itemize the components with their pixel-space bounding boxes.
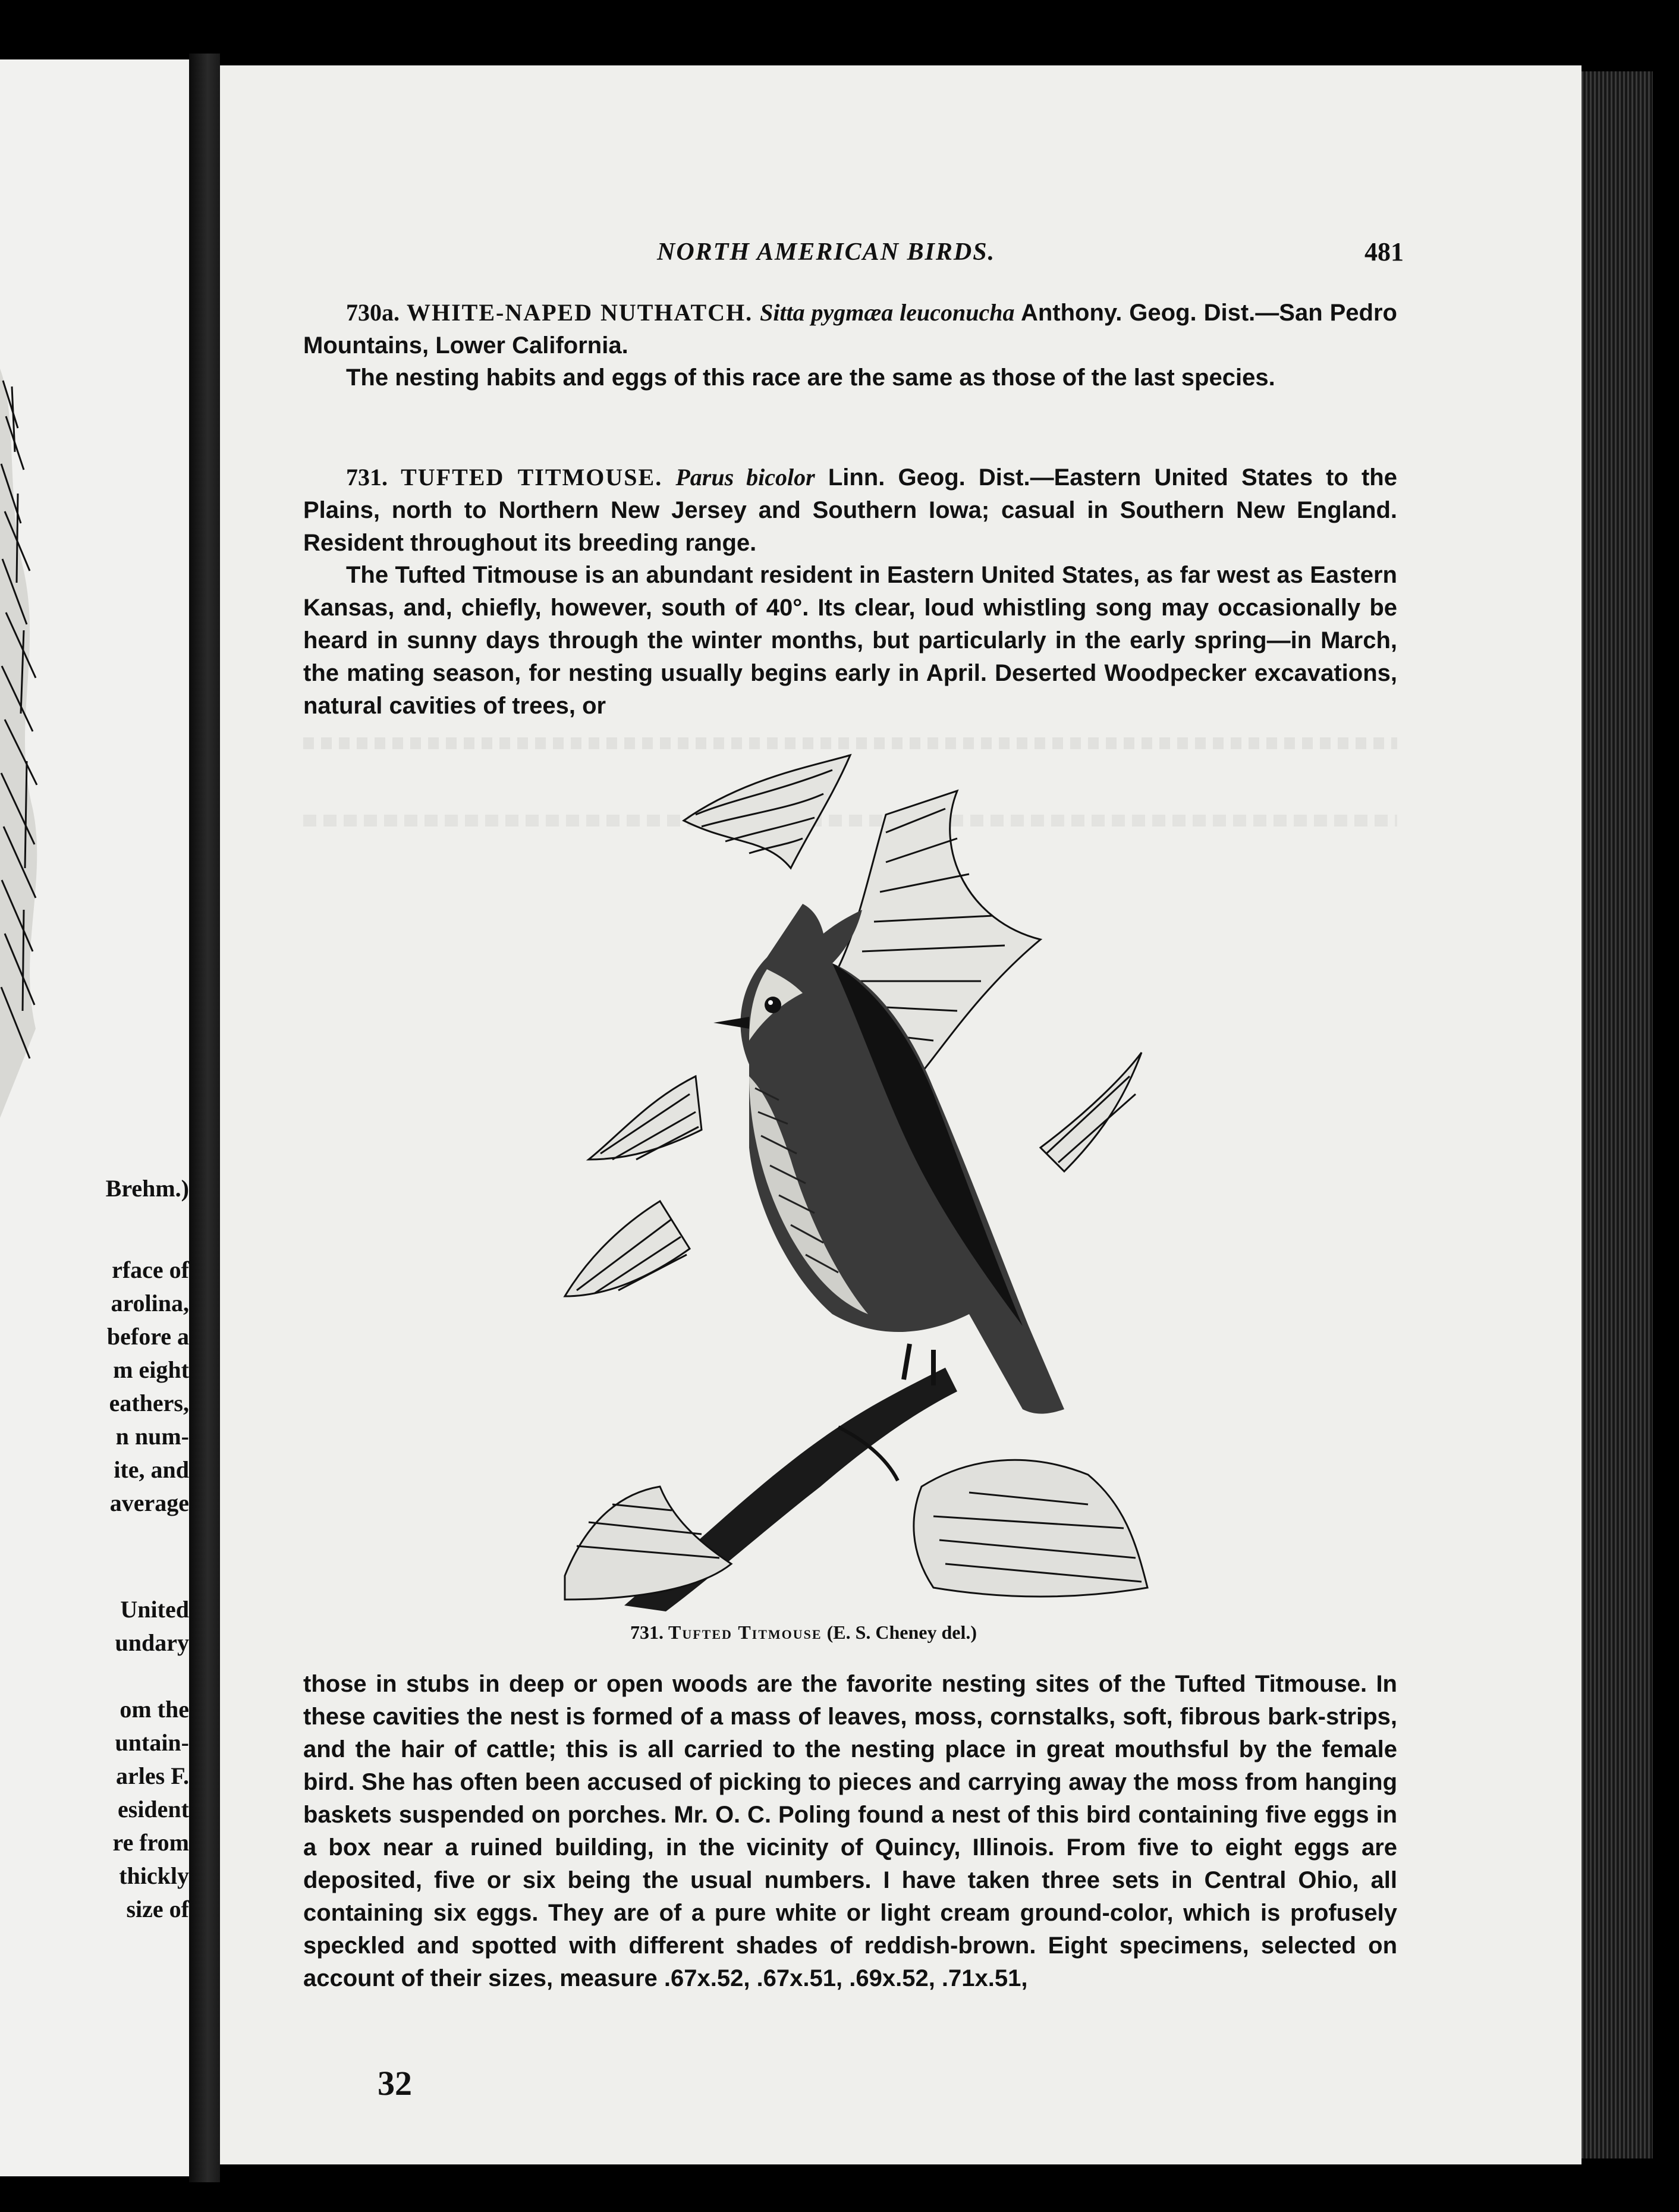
left-page-text-line: untain- [115,1729,189,1756]
left-page-text-line: ite, and [114,1456,189,1483]
left-page-text-line: arles F. [116,1762,189,1789]
left-page-text-line: rface of [112,1256,189,1283]
left-page-text-line: size of [126,1896,189,1922]
left-page-text-line: before a [106,1323,189,1350]
authority: Anthony. [1020,300,1123,326]
entry-number: 730a. [346,299,400,326]
latin-name: Parus bicolor [675,464,815,491]
entry-number: 731. [346,464,388,491]
distribution: Geog. Dist.—San Pedro Mountains, Lower California. [303,300,1397,359]
left-page [0,59,189,2176]
left-page-text-line: esident [118,1796,189,1823]
entry-730a-text: The nesting habits and eggs of this race are the same as those of the last species. [346,365,1275,391]
right-page [220,65,1581,2164]
foliage-base [565,1460,1147,1600]
entry-731 [303,461,1397,560]
caption-name: Tufted Titmouse [668,1622,822,1643]
left-page-text-line: United [120,1596,189,1623]
entry-731-paragraph-1: The Tufted Titmouse is an abundant resident in Eastern United States, as far west as Eastern Kansas, and, chiefly, however, south of 40°. Its clear, loud whistling song may occasionally be heard in sunny days through the winter months, but particularly in the early spring—in March, the mating season, for nesting usually begins early in April. Deserted Woodpecker excavations, natural cavities of trees, or [303,562,1397,719]
left-page-illustration-fragment [0,345,54,1118]
species-name: TUFTED TITMOUSE. [401,464,663,491]
left-page-text-line: Brehm.) [105,1175,189,1202]
authority-distribution: Linn. Geog. Dist.—Eastern United States to the Plains, north to Northern New Jersey and Southern Iowa; casual in Southern New England. Resident throughout its breeding range. [303,464,1397,556]
left-page-text-line: m eight [113,1356,189,1383]
page-number: 481 [1364,237,1404,266]
figure-caption [630,1622,977,1644]
caption-credit: (E. S. Cheney del.) [826,1622,977,1643]
caption-number: 731. [630,1622,664,1643]
species-name: WHITE-NAPED NUTHATCH. [406,299,753,326]
left-page-text-line: average [109,1490,189,1516]
entry-730a [303,296,1397,362]
page-edges [1581,71,1653,2158]
left-page-text-line: thickly [119,1862,189,1889]
left-page-text-line: re from [112,1829,189,1856]
left-page-text-line: eathers, [109,1390,189,1416]
latin-name: Sitta pygmæa leuconucha [760,299,1015,326]
left-page-text-line: n num- [115,1423,189,1450]
left-page-text-line: om the [120,1696,189,1723]
left-page-text-line: arolina, [111,1290,189,1316]
tufted-titmouse-illustration [553,743,1362,1611]
book-gutter [189,54,220,2182]
left-page-text-line: undary [115,1629,189,1656]
entry-731-paragraph-2: those in stubs in deep or open woods are the favorite nesting sites of the Tufted Titmouse. In these cavities the nest is formed of a mass of leaves, moss, cornstalks, soft, fibrous bark-strips, and the hair of cattle; this is all carried to the nesting place in great mouthsful by the female bird. She has often been accused of picking to pieces and carrying away the moss from hanging baskets suspended on porches. Mr. O. C. Poling found a nest of this bird containing five eggs in a box near a ruined building, in the vicinity of Quincy, Illinois. From five to eight eggs are deposited, five or six being the usual numbers. I have taken three sets in Central Ohio, all containing six eggs. They are of a pure white or light cream ground-color, which is profusely speckled and spotted with different shades of reddish-brown. Eight specimens, selected on account of their sizes, measure .67x.52, .67x.51, .69x.52, .71x.51, [303,1671,1397,1991]
running-head: NORTH AMERICAN BIRDS. [657,238,996,266]
signature-mark: 32 [378,2064,412,2103]
